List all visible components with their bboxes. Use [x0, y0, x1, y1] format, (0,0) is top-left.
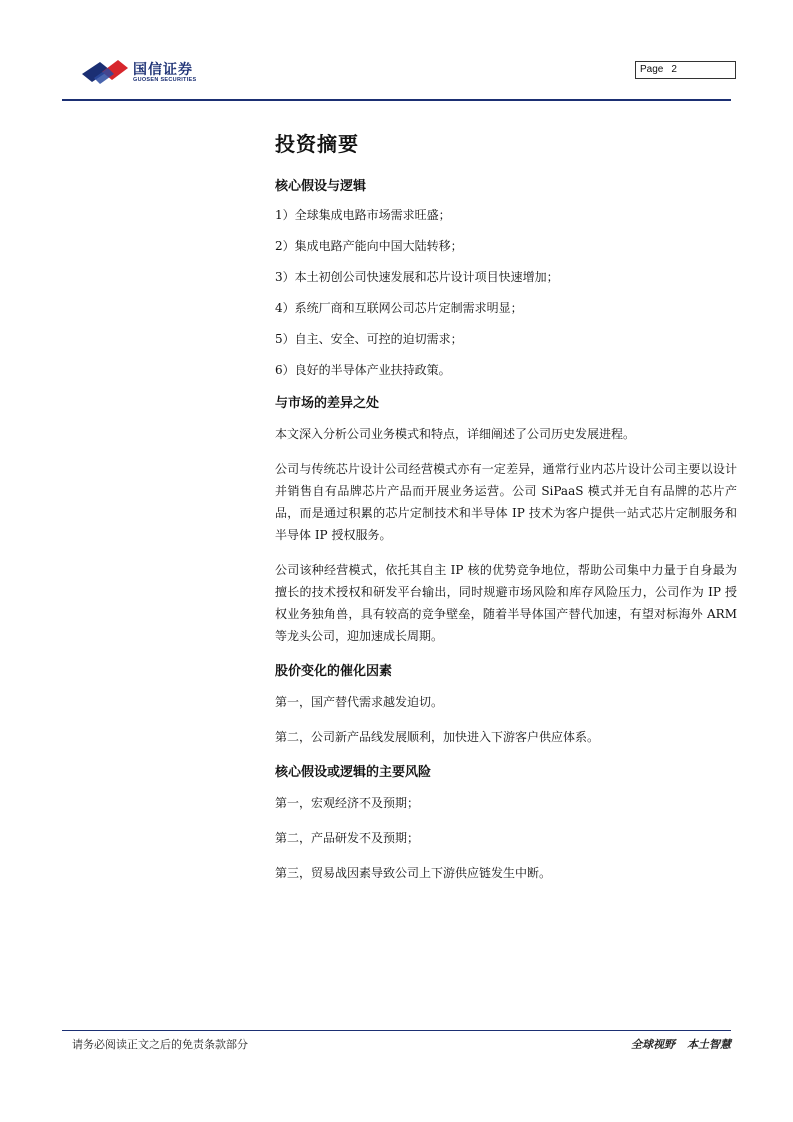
page-number: 2	[671, 64, 677, 75]
list-item: 6）良好的半导体产业扶持政策。	[275, 363, 451, 377]
section-heading-assumptions: 核心假设与逻辑	[275, 179, 367, 194]
paragraph: 第一，宏观经济不及预期；	[275, 796, 420, 810]
list-item: 4）系统厂商和互联网公司芯片定制需求明显；	[275, 301, 523, 315]
footer-slogan	[631, 1036, 731, 1052]
paragraph: 公司该种经营模式，依托其自主 IP 核的优势竞争地位，帮助公司集中力量于自身最为擅长的技术授权和研发平台输出，同时规避市场风险和库存风险压力，公司作为 IP 授权业务独角兽，具有较高的竞争壁垒，随着半导体国产替代加速，有望对标海外 ARM 等龙头公司，迎加速成长周期。	[275, 563, 737, 643]
page-number-box	[635, 61, 736, 79]
page-header	[0, 0, 793, 110]
section-heading-differences: 与市场的差异之处	[275, 396, 380, 411]
guosen-logo	[80, 56, 220, 88]
logo-chinese-name: 国信证券	[133, 62, 193, 78]
paragraph: 第二，产品研发不及预期；	[275, 831, 420, 845]
paragraph: 本文深入分析公司业务模式和特点，详细阐述了公司历史发展进程。	[275, 427, 636, 441]
section-heading-catalysts: 股价变化的催化因素	[275, 664, 393, 679]
footer-slogan-part: 本土智慧	[687, 1038, 731, 1051]
paragraph: 公司与传统芯片设计公司经营模式亦有一定差异，通常行业内芯片设计公司主要以设计并销售自有品牌芯片产品而开展业务运营。公司 SiPaaS 模式并无自有品牌的芯片产品，而是通过积累的芯片定制技术和半导体 IP 技术为客户提供一站式芯片定制服务和半导体 IP 授权服务。	[275, 462, 737, 542]
paragraph: 第二，公司新产品线发展顺利，加快进入下游客户供应体系。	[275, 730, 600, 744]
list-item: 3）本土初创公司快速发展和芯片设计项目快速增加；	[275, 270, 559, 284]
main-content	[275, 128, 737, 897]
list-item: 2）集成电路产能向中国大陆转移；	[275, 239, 463, 253]
logo-english-name: GUOSEN SECURITIES	[133, 77, 197, 83]
footer-slogan-part: 全球视野	[631, 1038, 675, 1051]
footer-disclaimer: 请务必阅读正文之后的免责条款部分	[72, 1038, 248, 1051]
paragraph: 第一，国产替代需求越发迫切。	[275, 695, 444, 709]
page-label: Page	[640, 64, 664, 75]
guosen-logo-icon	[80, 58, 130, 84]
header-divider	[62, 99, 731, 101]
paragraph: 第三，贸易战因素导致公司上下游供应链发生中断。	[275, 866, 552, 880]
list-item: 1）全球集成电路市场需求旺盛；	[275, 208, 451, 222]
section-heading-risks: 核心假设或逻辑的主要风险	[275, 765, 432, 780]
page-title: 投资摘要	[275, 132, 359, 156]
footer-divider	[62, 1030, 731, 1031]
list-item: 5）自主、安全、可控的迫切需求；	[275, 332, 463, 346]
